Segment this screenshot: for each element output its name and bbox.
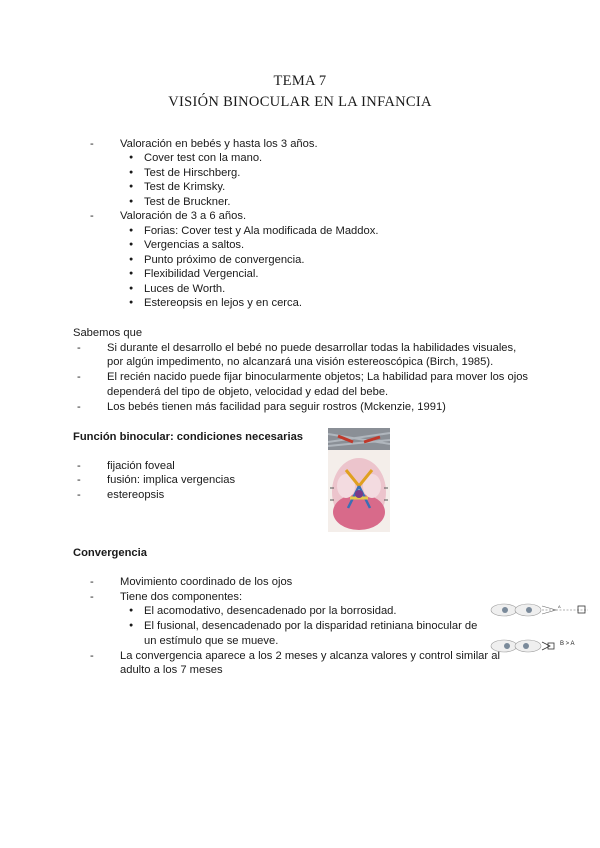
list-item-continuation: adulto a los 7 meses: [120, 664, 223, 676]
list-item: ● Cover test con la mano.: [144, 151, 262, 166]
sabemos-intro: Sabemos que: [73, 327, 143, 339]
list-item: ● Estereopsis en lejos y en cerca.: [144, 296, 302, 311]
svg-text:A: A: [558, 604, 561, 609]
list-item: - fijación foveal: [107, 459, 175, 474]
topic-number: TEMA 7: [273, 73, 327, 89]
list-item: - Si durante el desarrollo el bebé no puede desarrollar todas la habilidades visuales,: [107, 341, 516, 356]
list-item: ● Vergencias a saltos.: [144, 238, 244, 253]
list-item: - Tiene dos componentes:: [120, 590, 242, 605]
figure-label: B > A: [560, 641, 575, 647]
list-item: - Movimiento coordinado de los ojos: [120, 575, 292, 590]
list-item: ● Punto próximo de convergencia.: [144, 253, 304, 268]
list-item: ● Forias: Cover test y Ala modificada de Maddox.: [144, 224, 378, 239]
brain-visual-pathway-illustration: [328, 428, 390, 532]
convergence-eyes-diagram: [488, 600, 592, 660]
list-item: ● Flexibilidad Vergencial.: [144, 267, 258, 282]
convergencia-heading: Convergencia: [73, 547, 147, 559]
funcion-heading: Función binocular: condiciones necesarias: [73, 431, 304, 443]
list-item: - fusión: implica vergencias: [107, 473, 235, 488]
list-item: ● Test de Hirschberg.: [144, 166, 240, 181]
list-item: ● Test de Krimsky.: [144, 180, 225, 195]
list-item: ● Luces de Worth.: [144, 282, 225, 297]
list-item: - La convergencia aparece a los 2 meses y alcanza valores y control similar al: [120, 649, 500, 664]
list-item: ● El fusional, desencadenado por la disparidad retiniana binocular de: [144, 619, 477, 634]
list-item: ● Test de Bruckner.: [144, 195, 230, 210]
list-item-continuation: dependerá del tipo de objeto, velocidad y edad del bebe.: [107, 386, 389, 398]
eye-pair-bottom: [491, 640, 541, 652]
valoracion-ninos-label: - Valoración de 3 a 6 años.: [120, 209, 246, 224]
list-item-continuation: por algún impedimento, no alcanzará una visión estereoscópica (Birch, 1985).: [107, 356, 494, 368]
list-item: - estereopsis: [107, 488, 164, 503]
list-item: ● El acomodativo, desencadenado por la borrosidad.: [144, 604, 397, 619]
list-item: - El recién nacido puede fijar binocularmente objetos; La habilidad para mover los ojos: [107, 370, 528, 385]
list-item: - Los bebés tienen más facilidad para seguir rostros (Mckenzie, 1991): [107, 400, 446, 415]
list-item-continuation: un estímulo que se mueve.: [144, 635, 279, 647]
eye-pair-top: [491, 604, 541, 616]
page-title: VISIÓN BINOCULAR EN LA INFANCIA: [168, 94, 432, 110]
valoracion-bebes-label: - Valoración en bebés y hasta los 3 años.: [120, 137, 318, 152]
